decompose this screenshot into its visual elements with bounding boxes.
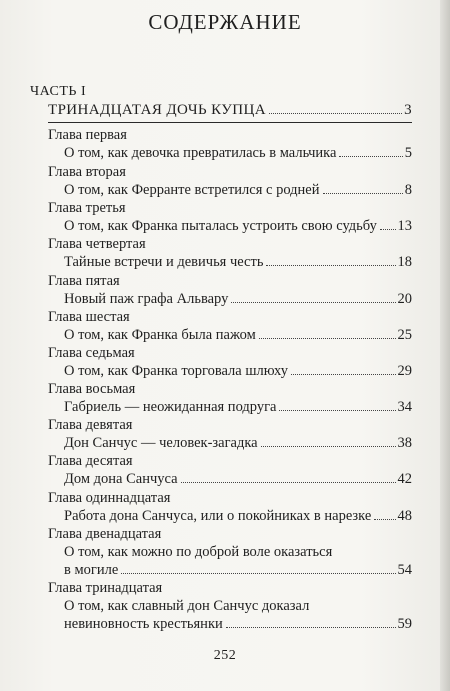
toc-entry-title: Дон Санчус — человек-загадка [64, 435, 258, 451]
toc-page-number: 3 [404, 102, 412, 118]
dot-leader [259, 337, 396, 339]
toc-entry [64, 327, 412, 344]
page-number: 252 [213, 648, 237, 663]
toc-page-number: 29 [397, 363, 412, 379]
toc-chapter-label: Глава восьмая [48, 381, 136, 397]
toc-entry-line [64, 598, 412, 615]
toc-entry [64, 562, 412, 579]
toc-entry-title: О том, как можно по доброй воле оказаться [64, 544, 333, 560]
toc-page-number: 42 [397, 471, 412, 487]
dot-leader [121, 572, 395, 574]
toc-page-number: 18 [397, 254, 412, 270]
dot-leader [261, 445, 396, 447]
toc-entry [64, 218, 412, 235]
toc-entry-title: О том, как Франка пыталась устроить свою судьбу [64, 218, 377, 234]
toc-page-number: 5 [404, 145, 412, 161]
page-title: СОДЕРЖАНИЕ [148, 10, 302, 34]
toc-entry-line [64, 544, 412, 561]
toc-chapter-label: Глава одиннадцатая [48, 490, 171, 506]
toc-chapter-label: Глава четвертая [48, 236, 146, 252]
toc-page-number: 34 [397, 399, 412, 415]
toc-part-entry [48, 102, 412, 119]
dot-leader [339, 155, 402, 157]
toc-entry [64, 435, 412, 452]
dot-leader [380, 228, 396, 230]
toc-chapter-label: Глава вторая [48, 164, 126, 180]
toc-chapter-label: Глава девятая [48, 417, 133, 433]
dot-leader [269, 112, 402, 114]
toc-entry-title: Работа дона Санчуса, или о покойниках в нарезке [64, 508, 372, 524]
toc-chapter-label: Глава десятая [48, 453, 133, 469]
toc-chapter-label: Глава тринадцатая [48, 580, 163, 596]
toc-page-number: 8 [404, 182, 412, 198]
toc-entry-title: О том, как Ферранте встретился с родней [64, 182, 320, 198]
toc-entry [64, 616, 412, 633]
toc-entry [64, 182, 412, 199]
toc-chapter-label: Глава пятая [48, 273, 120, 289]
toc-entry-title: О том, как Франка была пажом [64, 327, 256, 343]
dot-leader [181, 481, 396, 483]
divider-rule [48, 122, 412, 123]
toc-entry-title: Новый паж графа Альвару [64, 291, 229, 307]
toc-page-number: 13 [397, 218, 412, 234]
toc-entry-title: О том, как славный дон Санчус доказал [64, 598, 310, 614]
toc-entry [64, 508, 412, 525]
toc-entry-title: Дом дона Санчуса [64, 471, 178, 487]
dot-leader [279, 409, 395, 411]
toc-chapter-label: Глава седьмая [48, 345, 135, 361]
toc-page-number: 48 [397, 508, 412, 524]
dot-leader [266, 264, 395, 266]
toc-chapter-label: Глава третья [48, 200, 126, 216]
toc-part-title: ТРИНАДЦАТАЯ ДОЧЬ КУПЦА [48, 102, 267, 118]
toc-chapter-label: Глава двенадцатая [48, 526, 162, 542]
dot-leader [231, 301, 395, 303]
toc-entry-title: Габриель — неожиданная подруга [64, 399, 277, 415]
part-heading: ЧАСТЬ I [30, 84, 87, 99]
dot-leader [374, 518, 395, 520]
toc-page-number: 59 [397, 616, 412, 632]
toc-page-number: 54 [397, 562, 412, 578]
toc-chapter-label: Глава первая [48, 127, 127, 143]
toc-entry-title-cont: невиновность крестьянки [64, 616, 223, 632]
toc-chapter-label: Глава шестая [48, 309, 130, 325]
toc-entry-title-cont: в могиле [64, 562, 119, 578]
toc-entry-title: О том, как девочка превратилась в мальчика [64, 145, 337, 161]
toc-entry-title: Тайные встречи и девичья честь [64, 254, 264, 270]
toc-page-number: 20 [397, 291, 412, 307]
toc-entry [64, 254, 412, 271]
toc-page-number: 38 [397, 435, 412, 451]
toc-entry [64, 145, 412, 162]
toc-entry [64, 471, 412, 488]
dot-leader [291, 373, 396, 375]
toc-entry [64, 363, 412, 380]
dot-leader [323, 192, 403, 194]
toc-entry-title: О том, как Франка торговала шлюху [64, 363, 288, 379]
toc-page-number: 25 [397, 327, 412, 343]
dot-leader [226, 626, 396, 628]
toc-entry [64, 291, 412, 308]
toc-entry [64, 399, 412, 416]
